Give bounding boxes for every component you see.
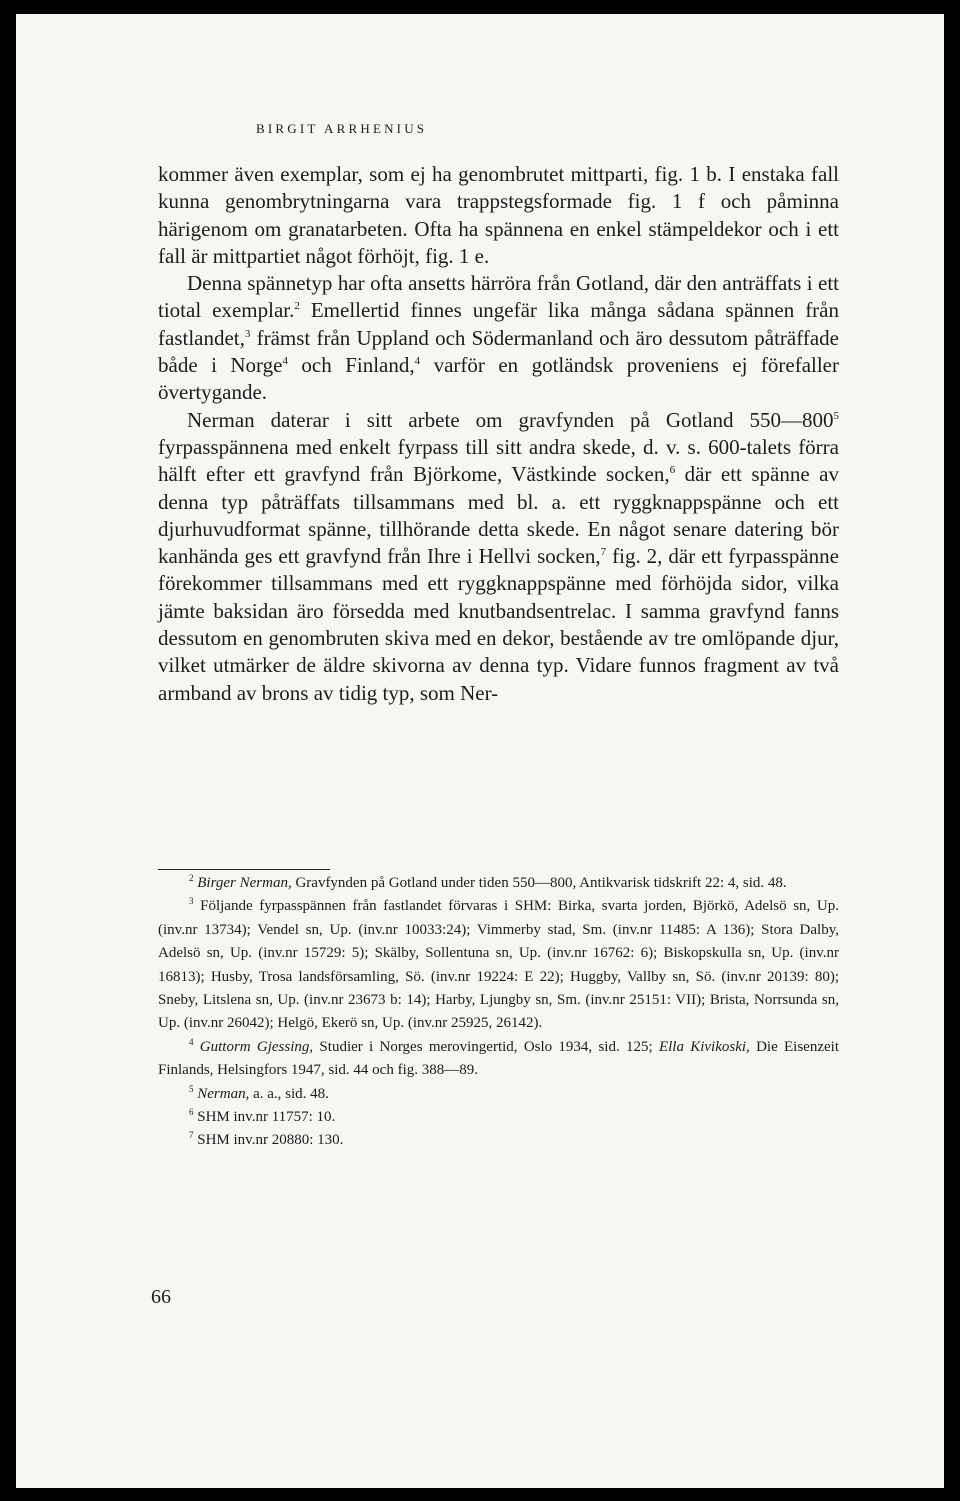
footnote-marker: 4 <box>282 355 288 368</box>
footnote-marker: 3 <box>189 896 194 907</box>
footnote-marker: 6 <box>669 464 676 477</box>
text-run: Nerman daterar i sitt arbete om gravfynden på Gotland 550—800 <box>187 407 834 432</box>
text-run: fyrpasspännena med enkelt fyrpass till sitt andra skede, d. v. s. 600-talets förra hälft efter ett gravfynd från Björkome, Västkinde socken, <box>158 434 839 487</box>
footnote <box>158 1036 839 1083</box>
text-run: Denna spännetyp har ofta ansetts härröra från Gotland, där den anträffats i ett tiotal exemplar. <box>158 271 839 323</box>
text-run: SHM inv.nr 20880: 130. <box>193 1132 344 1149</box>
paragraph <box>158 161 839 270</box>
italic-text: Nerman <box>197 1085 246 1102</box>
text-run: , a. a., sid. 48. <box>245 1085 329 1102</box>
text-run: , Studier i Norges merovingertid, Oslo 1934, sid. 125; <box>309 1038 659 1055</box>
text-run: , Gravfynden på Gotland under tiden 550—800, Antikvarisk tidskrift 22: 4, sid. 48. <box>287 875 787 891</box>
text-run: där ett spänne av denna typ påträffats tillsammans med bl. a. ett ryggknappspänne och ett djurhuvudformat spänne, tillhörande detta skede. En något senare datering bör kanhända ges ett gravfynd från Ihre i Hellvi socken, <box>158 462 839 569</box>
italic-text: Birger Nerman <box>197 875 288 891</box>
paragraph <box>158 407 839 707</box>
text-run: kommer även exemplar, som ej ha genombrutet mittparti, fig. 1 b. I enstaka fall kunna genombrytningarna vara trappstegsformade fig. 1 f och påminna härigenom om granatarbeten. Ofta ha spännena en enkel stämpeldekor och i ett fall är mittpartiet något förhöjt, fig. 1 e. <box>158 162 839 268</box>
footnote-marker: 5 <box>833 409 839 422</box>
footnote-marker: 7 <box>189 1130 194 1141</box>
text-run: varför en gotländsk proveniens ej förefaller övertygande. <box>158 353 839 405</box>
footnote <box>158 1083 839 1106</box>
footnotes <box>158 872 839 1153</box>
footnote-marker: 3 <box>244 327 251 340</box>
book-page <box>16 14 944 1488</box>
italic-text: Ella Kivikoski <box>658 1038 747 1055</box>
footnote-marker: 2 <box>189 873 194 883</box>
footnote-divider <box>158 869 330 870</box>
text-run: Följande fyrpasspännen från fastlandet förvaras i SHM: Birka, svarta jorden, Björkö, Adelsö sn, Up. (inv.nr 13734); Vendel sn, Up. (inv.nr 10033:24); Vimmerby stad, Sm. (inv.nr 11485: A 136); Stora Dalby, Adelsö sn, Up. (inv.nr 15729: 5); Skälby, Sollentuna sn, Up. (inv.nr 16762: 6); Biskopskulla sn, Up. (inv.nr 16813); Husby, Trosa landsförsamling, Sö. (inv.nr 19224: E 22); Huggby, Vallby sn, Sö. (inv.nr 20139: 80); Sneby, Litslena sn, Up. (inv.nr 23673 b: 14); Harby, Ljungby sn, Sm. (inv.nr 25151: VII); Brista, Norrsunda sn, Up. (inv.nr 26042); Helgö, Ekerö sn, Up. (inv.nr 25925, 26142). <box>158 898 839 1032</box>
text-run: främst från Uppland och Södermanland och äro dessutom påträffade både i Norge <box>158 325 839 378</box>
italic-text: Guttorm Gjessing <box>199 1038 310 1055</box>
footnote-marker: 2 <box>294 300 300 313</box>
text-run: fig. 2, där ett fyrpasspänne förekommer tillsammans med ett ryggknappspänne med förhöjda sidor, vilka jämte baksidan äro försedda med knutbandsentrelac. I samma gravfynd fanns dessutom en genombruten skiva med en dekor, bestående av tre omlöpande djur, vilket utmärker de äldre skivorna av denna typ. Vidare funnos fragment av två armband av brons av tidig typ, som Ner- <box>158 544 839 705</box>
paragraph <box>158 270 839 406</box>
body-text <box>158 161 839 707</box>
running-head: BIRGIT ARRHENIUS <box>256 121 428 136</box>
footnote-marker: 5 <box>189 1083 194 1094</box>
text-run: , Die Eisenzeit Finlands, Helsingfors 1947, sid. 44 och fig. 388—89. <box>158 1038 839 1079</box>
footnote <box>158 895 839 1035</box>
footnote-marker: 4 <box>414 355 421 368</box>
text-run: Emellertid finnes ungefär lika många sådana spännen från fastlandet, <box>158 298 839 350</box>
footnote <box>158 1106 839 1129</box>
footnote <box>158 1129 839 1152</box>
page-number: 66 <box>151 1286 171 1308</box>
text-run: SHM inv.nr 11757: 10. <box>193 1109 336 1126</box>
footnote-marker: 4 <box>189 1036 194 1047</box>
footnote-marker: 7 <box>600 546 607 559</box>
text-run: och Finland, <box>287 353 415 378</box>
footnote-marker: 6 <box>189 1107 194 1118</box>
footnote <box>158 872 839 895</box>
